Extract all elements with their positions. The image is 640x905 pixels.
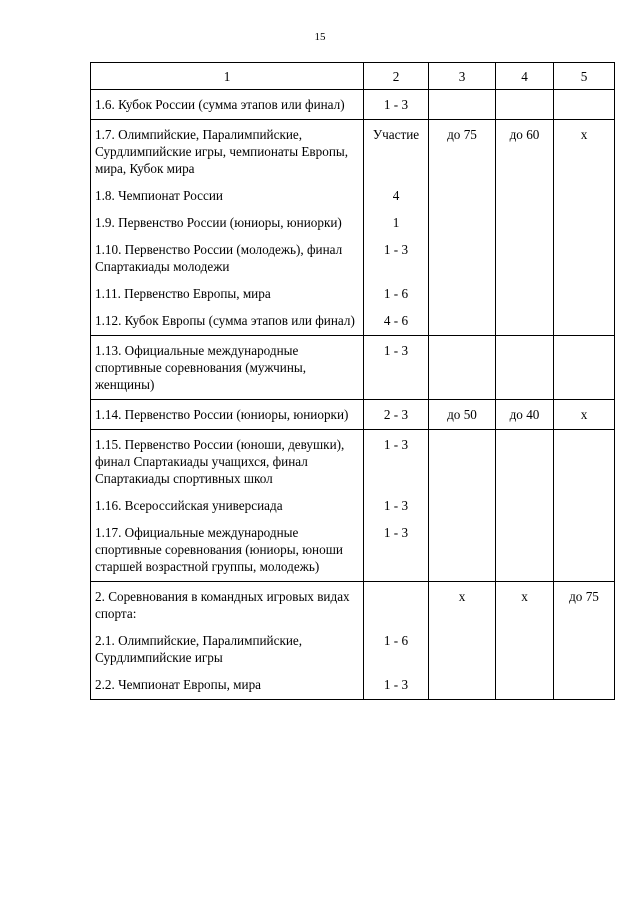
place-cell: 1 - 6 (364, 622, 429, 666)
col4-cell (496, 622, 554, 666)
col5-cell (554, 231, 615, 275)
page-number: 15 (314, 31, 326, 43)
place-cell: 1 (364, 204, 429, 231)
col4-cell (496, 177, 554, 204)
table-row (91, 120, 615, 178)
col3-cell (429, 302, 496, 336)
col5-cell (554, 177, 615, 204)
table-row (91, 487, 615, 514)
place-cell: 1 - 3 (364, 90, 429, 120)
place-cell: 1 - 3 (364, 336, 429, 400)
event-name: 1.7. Олимпийские, Паралимпийские, Сурдлимпийские игры, чемпионаты Европы, мира, Кубок мира (91, 120, 364, 178)
col3-cell (429, 514, 496, 582)
event-name: 1.8. Чемпионат России (91, 177, 364, 204)
event-name: 1.13. Официальные международные спортивные соревнования (мужчины, женщины) (91, 336, 364, 400)
col3-cell (429, 231, 496, 275)
col5-cell: до 75 (554, 582, 615, 623)
event-name: 1.16. Всероссийская универсиада (91, 487, 364, 514)
col4-cell: х (496, 582, 554, 623)
awards-table (90, 62, 615, 700)
col3-cell (429, 487, 496, 514)
event-name: 1.17. Официальные международные спортивные соревнования (юниоры, юноши старшей возрастной группы, молодежь) (91, 514, 364, 582)
col4-cell (496, 231, 554, 275)
header-cell-3: 3 (429, 63, 496, 90)
table-header-row (91, 63, 615, 90)
place-cell: 1 - 3 (364, 231, 429, 275)
col5-cell: х (554, 400, 615, 430)
header-cell-4: 4 (496, 63, 554, 90)
place-cell: 1 - 3 (364, 514, 429, 582)
event-name: 1.12. Кубок Европы (сумма этапов или финал) (91, 302, 364, 336)
header-cell-1: 1 (91, 63, 364, 90)
col5-cell (554, 302, 615, 336)
col3-cell (429, 275, 496, 302)
col4-cell (496, 666, 554, 700)
col4-cell (496, 204, 554, 231)
table-row (91, 275, 615, 302)
table-row (91, 177, 615, 204)
place-cell: 1 - 3 (364, 487, 429, 514)
event-name: 1.9. Первенство России (юниоры, юниорки) (91, 204, 364, 231)
col5-cell (554, 204, 615, 231)
col5-cell (554, 514, 615, 582)
header-cell-2: 2 (364, 63, 429, 90)
event-name: 2. Соревнования в командных игровых видах спорта: (91, 582, 364, 623)
col4-cell (496, 487, 554, 514)
event-name: 2.1. Олимпийские, Паралимпийские, Сурдлимпийские игры (91, 622, 364, 666)
header-cell-5: 5 (554, 63, 615, 90)
col5-cell (554, 666, 615, 700)
col5-cell (554, 622, 615, 666)
table-row (91, 204, 615, 231)
col3-cell: х (429, 582, 496, 623)
event-name: 1.11. Первенство Европы, мира (91, 275, 364, 302)
col5-cell: х (554, 120, 615, 178)
col3-cell: до 50 (429, 400, 496, 430)
col4-cell (496, 275, 554, 302)
table-row (91, 336, 615, 400)
place-cell: 1 - 6 (364, 275, 429, 302)
col3-cell (429, 336, 496, 400)
col3-cell (429, 90, 496, 120)
col5-cell (554, 487, 615, 514)
col3-cell: до 75 (429, 120, 496, 178)
table-row (91, 400, 615, 430)
table-row (91, 622, 615, 666)
col4-cell: до 40 (496, 400, 554, 430)
event-name: 1.14. Первенство России (юниоры, юниорки) (91, 400, 364, 430)
col4-cell (496, 90, 554, 120)
table-row (91, 90, 615, 120)
col4-cell (496, 430, 554, 488)
table-row (91, 666, 615, 700)
place-cell: 4 (364, 177, 429, 204)
col3-cell (429, 177, 496, 204)
col5-cell (554, 430, 615, 488)
place-cell: 1 - 3 (364, 430, 429, 488)
col5-cell (554, 90, 615, 120)
place-cell: 2 - 3 (364, 400, 429, 430)
event-name: 2.2. Чемпионат Европы, мира (91, 666, 364, 700)
table-row (91, 231, 615, 275)
col3-cell (429, 666, 496, 700)
table-row (91, 514, 615, 582)
table-row (91, 302, 615, 336)
col3-cell (429, 622, 496, 666)
place-cell: Участие (364, 120, 429, 178)
table-row (91, 582, 615, 623)
table-row (91, 430, 615, 488)
col5-cell (554, 336, 615, 400)
event-name: 1.15. Первенство России (юноши, девушки), финал Спартакиады учащихся, финал Спартакиады спортивных школ (91, 430, 364, 488)
col4-cell: до 60 (496, 120, 554, 178)
col4-cell (496, 514, 554, 582)
event-name: 1.6. Кубок России (сумма этапов или финал) (91, 90, 364, 120)
col3-cell (429, 204, 496, 231)
col3-cell (429, 430, 496, 488)
event-name: 1.10. Первенство России (молодежь), финал Спартакиады молодежи (91, 231, 364, 275)
place-cell: 4 - 6 (364, 302, 429, 336)
place-cell (364, 582, 429, 623)
col4-cell (496, 336, 554, 400)
col5-cell (554, 275, 615, 302)
place-cell: 1 - 3 (364, 666, 429, 700)
col4-cell (496, 302, 554, 336)
